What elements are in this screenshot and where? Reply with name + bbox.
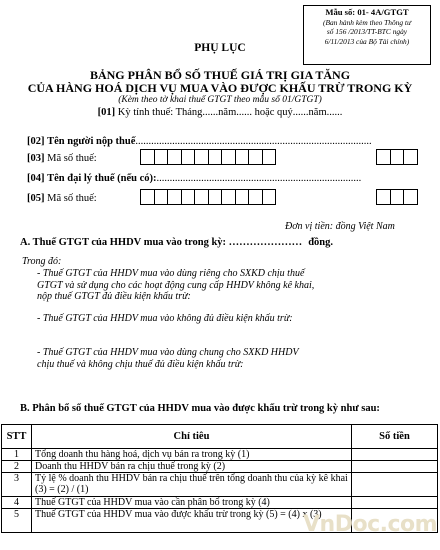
row-desc: Doanh thu HHDV bán ra chịu thuế trong kỳ (2)	[32, 461, 352, 473]
section-b-title: B. Phân bổ số thuế GTGT của HHDV mua vào được khấu trừ trong kỳ như sau:	[20, 403, 380, 414]
taxpayer-taxid-code: [03]	[27, 153, 45, 164]
taxid-digit-box[interactable]	[262, 189, 277, 205]
document-title-line-2: CỦA HÀNG HOÁ DỊCH VỤ MUA VÀO ĐƯỢC KHẤU TRỪ TRONG KỲ	[27, 81, 413, 95]
header-amount: Số tiền	[352, 425, 438, 449]
taxid-suffix-box[interactable]	[403, 189, 418, 205]
taxpayer-taxid-label-row	[27, 153, 97, 164]
agent-name-field[interactable]: ..............................................................................	[156, 173, 362, 184]
taxpayer-name-field[interactable]: ..........................................................................................	[135, 136, 372, 147]
taxid-digit-box[interactable]	[248, 149, 263, 165]
tax-period	[0, 107, 440, 118]
taxid-suffix-box[interactable]	[403, 149, 418, 165]
taxid-digit-box[interactable]	[181, 149, 196, 165]
taxid-suffix-box[interactable]	[376, 189, 391, 205]
document-subtitle: (Kèm theo tờ khai thuế GTGT theo mẫu số 01/GTGT)	[118, 95, 322, 105]
form-code: Mẫu số: 01- 4A/GTGT	[325, 7, 409, 17]
currency-unit: Đơn vị tiền: đồng Việt Nam	[285, 221, 395, 232]
agent-taxid-label: Mã số thuế:	[47, 193, 97, 204]
taxid-digit-box[interactable]	[194, 149, 209, 165]
row-stt: 2	[2, 461, 32, 473]
tax-period-code: [01]	[97, 107, 116, 118]
taxid-digit-box[interactable]	[248, 189, 263, 205]
table-row	[2, 461, 438, 473]
section-a-item-3: - Thuế GTGT của HHDV mua vào dùng chung cho SXKD HHDV chịu thuế và không chịu thuế đủ điều kiện khấu trừ:	[37, 347, 299, 370]
taxid-digit-box[interactable]	[235, 189, 250, 205]
section-a-item-2: - Thuế GTGT của HHDV mua vào không đủ điều kiện khấu trừ:	[37, 313, 293, 324]
table-header-row	[2, 425, 438, 449]
table-row	[2, 449, 438, 461]
row-amount-cell[interactable]	[352, 473, 438, 497]
taxpayer-taxid-suffix-boxes[interactable]	[376, 149, 417, 165]
agent-taxid-code: [05]	[27, 193, 45, 204]
watermark-logo: VnDoc.com	[303, 512, 438, 537]
table-row	[2, 473, 438, 497]
row-stt: 5	[2, 509, 32, 533]
appendix-heading: PHỤ LỤC	[194, 42, 246, 54]
agent-taxid-label-row	[27, 193, 97, 204]
row-stt: 1	[2, 449, 32, 461]
taxid-digit-box[interactable]	[167, 149, 182, 165]
taxid-digit-box[interactable]	[154, 189, 169, 205]
form-note-3: 6/11/2013 của Bộ Tài chính)	[324, 36, 410, 46]
taxid-digit-box[interactable]	[208, 149, 223, 165]
document-title-line-1: BẢNG PHÂN BỔ SỐ THUẾ GIÁ TRỊ GIA TĂNG	[89, 68, 351, 82]
agent-taxid-boxes[interactable]	[140, 189, 275, 205]
section-a-item-1: - Thuế GTGT của HHDV mua vào dùng riêng cho SXKD chịu thuế GTGT và sử dụng cho các hoạt động cung cấp HHDV không kê khai, nộp thuế GTGT đủ điều kiện khấu trừ:	[37, 268, 315, 302]
taxpayer-name-code: [02]	[27, 136, 45, 147]
taxpayer-taxid-boxes[interactable]	[140, 149, 275, 165]
row-amount-cell[interactable]	[352, 497, 438, 509]
form-code-box	[303, 5, 431, 65]
taxid-digit-box[interactable]	[194, 189, 209, 205]
header-indicator: Chỉ tiêu	[32, 425, 352, 449]
table-row	[2, 497, 438, 509]
form-note-2: số 156 /2013/TT-BTC ngày	[326, 27, 408, 37]
tax-period-text: Kỳ tính thuế: Tháng......năm...... hoặc quý......năm......	[117, 107, 343, 118]
form-note-1: (Ban hành kèm theo Thông tư	[323, 18, 411, 28]
row-amount-cell[interactable]	[352, 461, 438, 473]
taxid-digit-box[interactable]	[140, 149, 155, 165]
row-desc: Thuế GTGT của HHDV mua vào được khấu trừ trong kỳ (5) = (4) x (3)	[32, 509, 352, 533]
taxid-digit-box[interactable]	[235, 149, 250, 165]
row-stt: 3	[2, 473, 32, 497]
taxid-digit-box[interactable]	[208, 189, 223, 205]
taxid-digit-box[interactable]	[221, 189, 236, 205]
taxid-digit-box[interactable]	[181, 189, 196, 205]
row-desc: Tỷ lệ % doanh thu HHDV bán ra chịu thuế trên tổng doanh thu của kỳ kê khai (3) = (2) / (1)	[32, 473, 352, 497]
taxid-digit-box[interactable]	[140, 189, 155, 205]
taxpayer-name-label: Tên người nộp thuế	[47, 136, 136, 147]
agent-name-row	[27, 173, 361, 184]
agent-name-label: Tên đại lý thuế (nếu có):	[47, 173, 157, 184]
taxid-digit-box[interactable]	[221, 149, 236, 165]
section-a-title-text: A. Thuế GTGT của HHDV mua vào trong kỳ: …………………	[20, 237, 303, 248]
section-a-intro: Trong đó:	[22, 256, 62, 267]
agent-name-code: [04]	[27, 173, 45, 184]
agent-taxid-suffix-boxes[interactable]	[376, 189, 417, 205]
row-desc: Thuế GTGT của HHDV mua vào cần phân bổ trong kỳ (4)	[32, 497, 352, 509]
taxpayer-name-row	[27, 136, 372, 147]
row-stt: 4	[2, 497, 32, 509]
row-amount-cell[interactable]	[352, 449, 438, 461]
section-a-unit: đồng.	[308, 237, 333, 248]
header-stt: STT	[2, 425, 32, 449]
taxpayer-taxid-label: Mã số thuế:	[47, 153, 97, 164]
taxid-suffix-box[interactable]	[390, 149, 405, 165]
row-desc: Tổng doanh thu hàng hoá, dịch vụ bán ra trong kỳ (1)	[32, 449, 352, 461]
taxid-digit-box[interactable]	[154, 149, 169, 165]
taxid-suffix-box[interactable]	[376, 149, 391, 165]
section-a-title	[20, 237, 333, 248]
taxid-digit-box[interactable]	[262, 149, 277, 165]
taxid-suffix-box[interactable]	[390, 189, 405, 205]
taxid-digit-box[interactable]	[167, 189, 182, 205]
